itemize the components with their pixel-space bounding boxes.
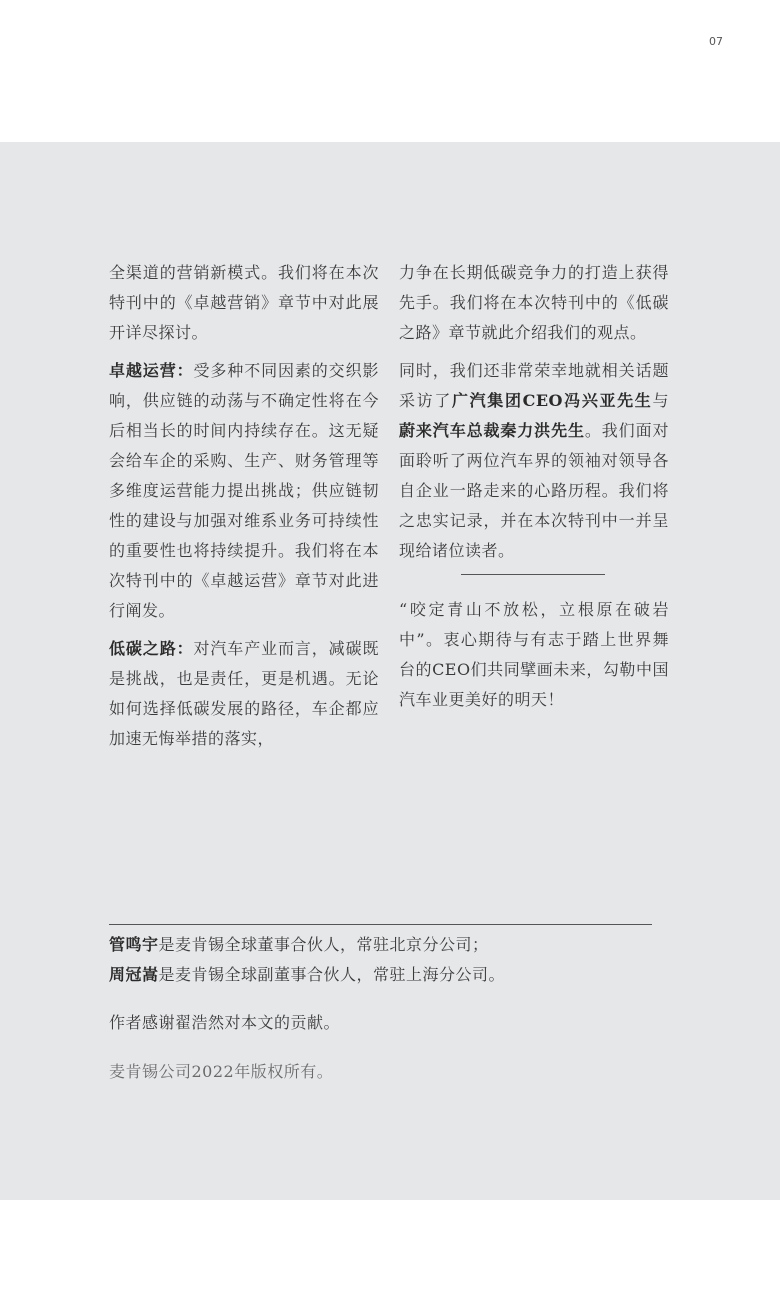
interviewee-nio: 蔚来汽车总裁秦力洪先生 (399, 421, 585, 440)
paragraph-text: 。我们面对面聆听了两位汽车界的领袖对领导各自企业一路走来的心路历程。我们将之忠实记录，并在本次特刊中一并呈现给诸位读者。 (399, 421, 669, 560)
left-column (109, 258, 379, 762)
paragraph-interviews (399, 356, 669, 566)
author-bio-line (109, 960, 669, 990)
paragraph-low-carbon (109, 634, 379, 754)
right-column (399, 258, 669, 723)
bio-divider (109, 924, 652, 925)
paragraph-operations (109, 356, 379, 626)
section-heading-operations: 卓越运营： (109, 361, 194, 380)
paragraph-text: 全渠道的营销新模式。我们将在本次特刊中的《卓越营销》章节中对此展开详尽探讨。 (109, 263, 379, 342)
paragraph-text: 同时，我们还非常荣幸地就相关话题采访了 (399, 361, 669, 410)
author-bio-line (109, 930, 669, 960)
author-name: 周冠嵩 (109, 965, 159, 984)
paragraph-text: 对汽车产业而言，减碳既是挑战，也是责任，更是机遇。无论如何选择低碳发展的路径，车企都应加速无悔举措的落实， (109, 639, 379, 748)
paragraph-text: 受多种不同因素的交织影响，供应链的动荡与不确定性将在今后相当长的时间内持续存在。这无疑会给车企的采购、生产、财务管理等多维度运营能力提出挑战；供应链韧性的建设与加强对维系业务可持续性的重要性也将持续提升。我们将在本次特刊中的《卓越运营》章节对此进行阐发。 (109, 361, 379, 620)
divider (461, 574, 605, 575)
paragraph-closing (399, 595, 669, 715)
paragraph-text: 与 (652, 391, 669, 410)
page-number: 07 (709, 35, 723, 48)
author-role: 是麦肯锡全球董事合伙人，常驻北京分公司； (158, 935, 489, 954)
paragraph-text: 力争在长期低碳竞争力的打造上获得先手。我们将在本次特刊中的《低碳之路》章节就此介绍我们的观点。 (399, 263, 669, 342)
author-name: 管鸣宇 (109, 935, 159, 954)
author-bio (109, 930, 669, 990)
paragraph-low-carbon-cont (399, 258, 669, 348)
interviewee-gac: 广汽集团CEO冯兴亚先生 (451, 391, 653, 410)
paragraph-marketing (109, 258, 379, 348)
paragraph-text: “咬定青山不放松，立根原在破岩中”。衷心期待与有志于踏上世界舞台的CEO们共同擘画未来，勾勒中国汽车业更美好的明天！ (399, 600, 669, 709)
section-heading-low-carbon: 低碳之路： (109, 639, 194, 658)
author-role: 是麦肯锡全球副董事合伙人，常驻上海分公司。 (158, 965, 506, 984)
acknowledgement: 作者感谢翟浩然对本文的贡献。 (109, 1013, 341, 1032)
copyright: 麦肯锡公司2022年版权所有。 (109, 1062, 334, 1081)
